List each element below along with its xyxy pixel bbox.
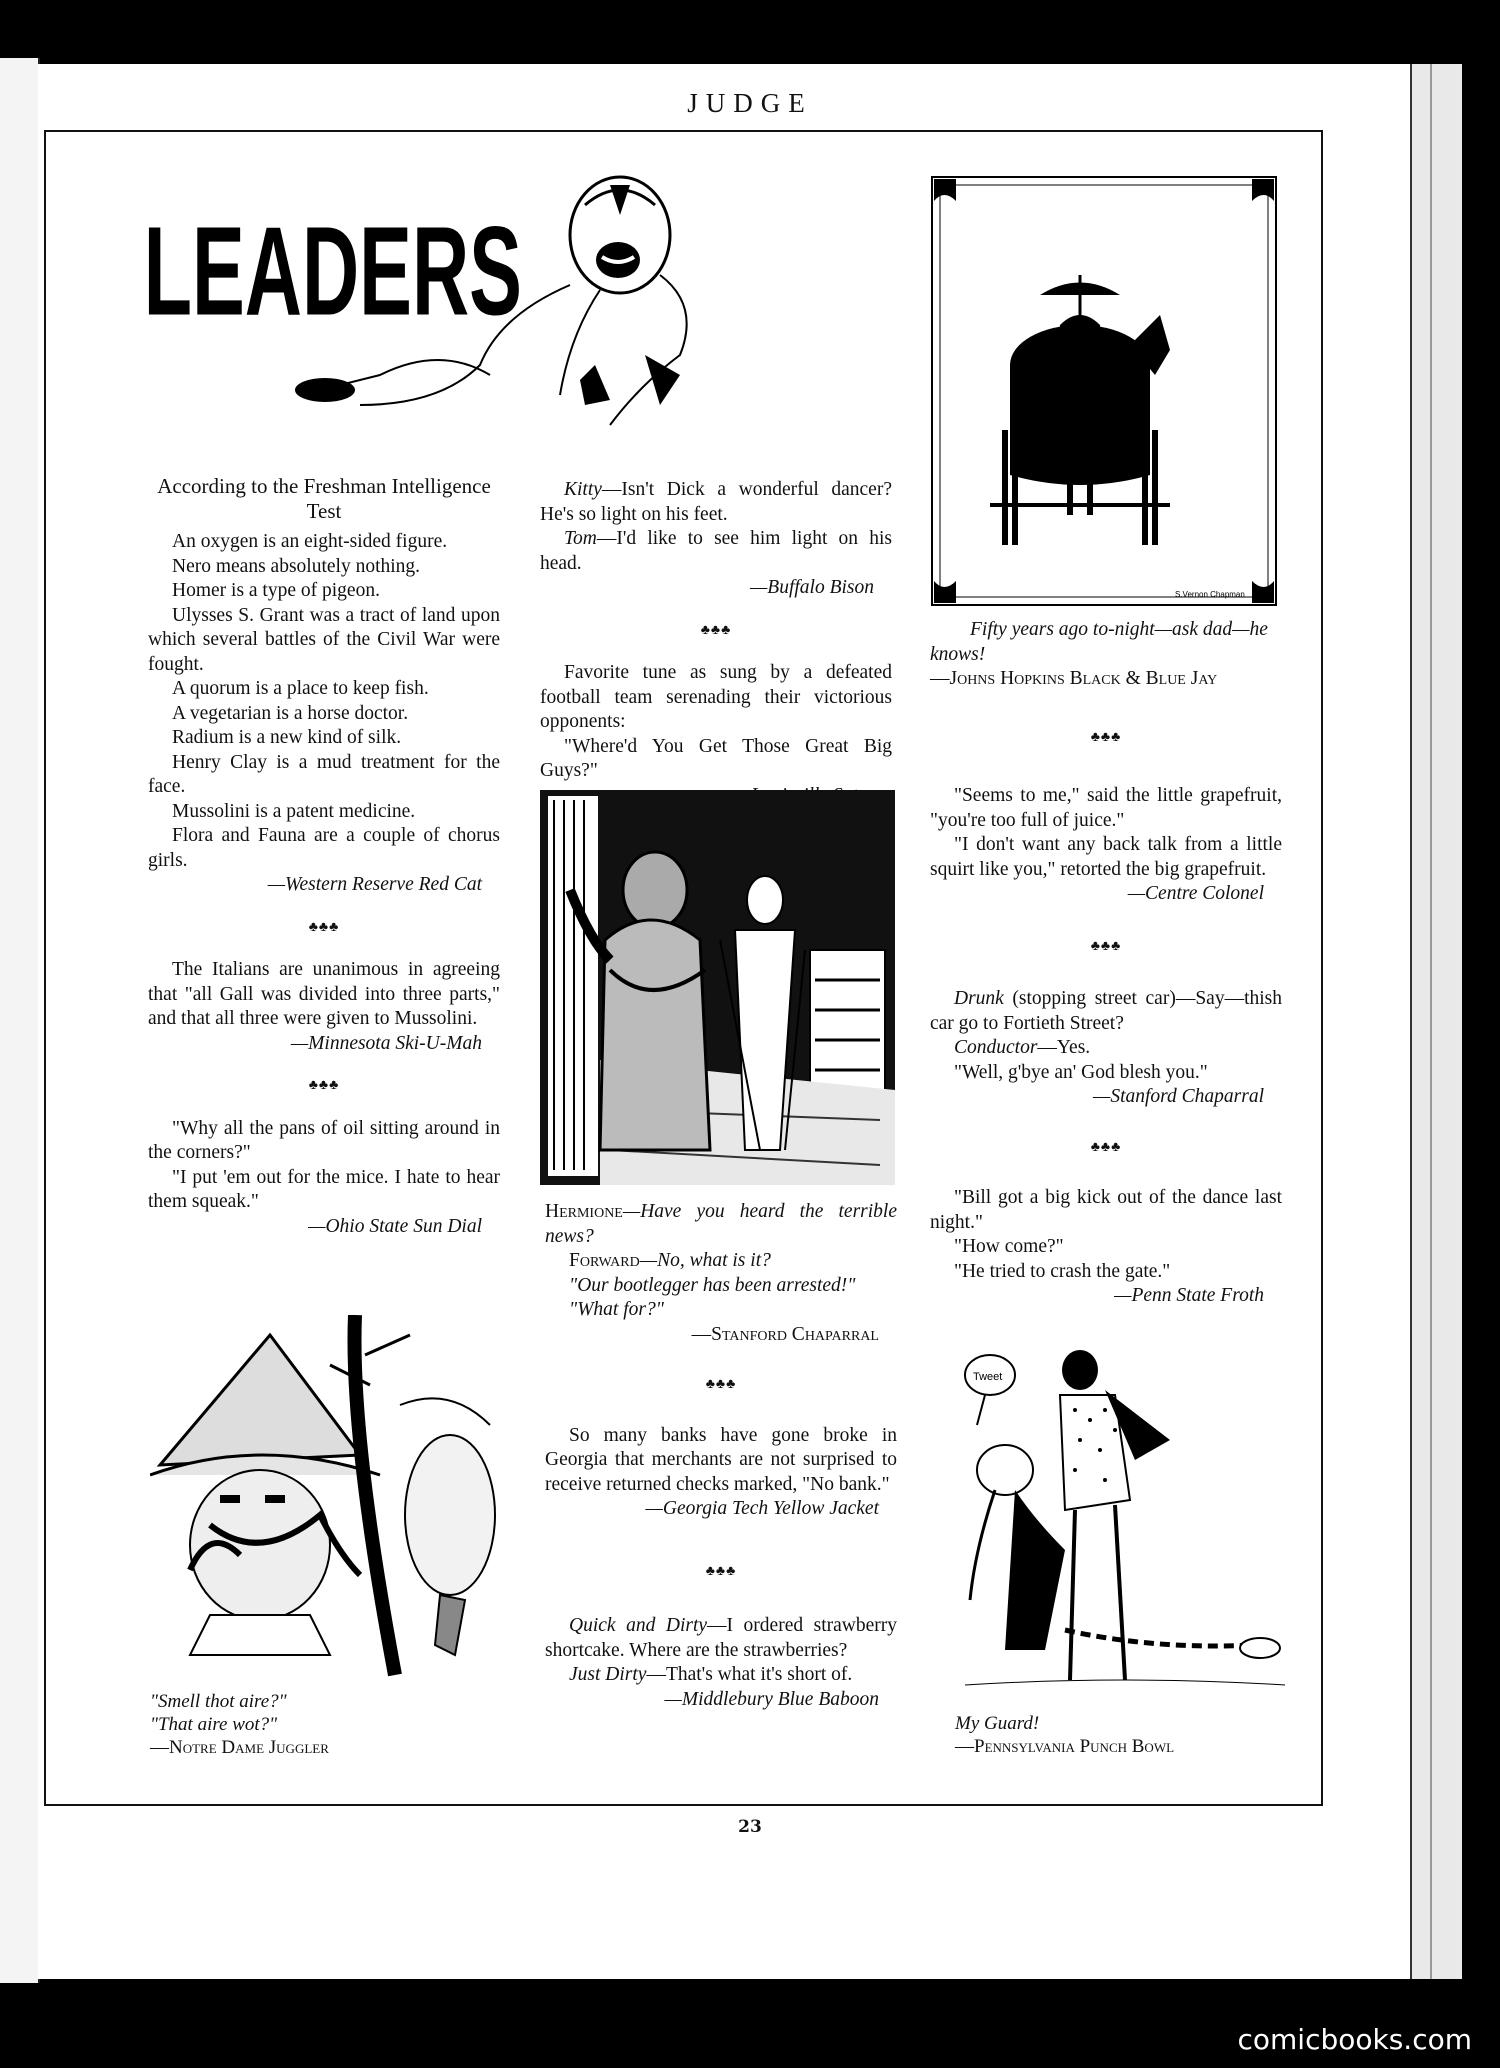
source-credit: —Georgia Tech Yellow Jacket (645, 1498, 879, 1519)
dialogue-line (545, 1200, 897, 1249)
caption-source: —Pennsylvania Punch Bowl (955, 1736, 1175, 1757)
separator-ornament: ♣♣♣ (705, 1563, 737, 1579)
source-credit: —Centre Colonel (1127, 883, 1264, 904)
dialogue-line (930, 987, 1282, 1036)
line-text: —That's what it's short of. (646, 1664, 853, 1685)
line-text: —No, what is it? (639, 1250, 771, 1271)
source-credit: —Ohio State Sun Dial (308, 1215, 482, 1237)
source-credit: —Penn State Froth (1114, 1285, 1264, 1306)
page-edge-right (1410, 64, 1462, 1979)
caption-line: "Smell thot aire?" (150, 1691, 287, 1712)
artist-signature: S.Vernon Chapman (1175, 590, 1245, 599)
dialogue-line (930, 1036, 1282, 1061)
facing-page-edge (0, 58, 40, 1983)
speaker: Just Dirty (569, 1664, 647, 1685)
dialogue-line (545, 1663, 897, 1688)
joke-text: "Seems to me," said the little grapefruit, "you're too full of juice." (930, 785, 1282, 831)
test-answer: Henry Clay is a mud treatment for the face. (148, 751, 500, 797)
separator-ornament: ♣♣♣ (1090, 1139, 1122, 1155)
joke-text: "Bill got a big kick out of the dance last night." (930, 1187, 1282, 1233)
test-answer: A quorum is a place to keep fish. (172, 678, 429, 699)
joke-text: Favorite tune as sung by a defeated football team serenading their victorious opponents: (540, 662, 892, 732)
joke-text: "I put 'em out for the mice. I hate to hear them squeak." (148, 1166, 500, 1212)
joke-text: "He tried to crash the gate." (954, 1260, 1171, 1282)
masthead: JUDGE (687, 88, 813, 118)
separator-ornament: ♣♣♣ (308, 919, 340, 935)
speaker: Conductor (954, 1037, 1038, 1058)
separator-ornament: ♣♣♣ (700, 622, 732, 638)
joke-text: "How come?" (954, 1236, 1064, 1257)
speaker: Drunk (954, 988, 1004, 1009)
speaker: Forward (569, 1250, 640, 1271)
hermione-illustration (540, 790, 895, 1185)
leaders-title-art (140, 165, 740, 435)
dialogue-line: "Well, g'bye an' God blesh you." (954, 1061, 1208, 1083)
dialogue-line: "Our bootlegger has been arrested!" (569, 1274, 856, 1296)
joke-text: The Italians are unanimous in agreeing that "all Gall was divided into three parts," and that all three were given to Mussolini. (148, 959, 500, 1029)
source-credit: —Stanford Chaparral (691, 1323, 879, 1345)
speech-balloon-text: Tweet (973, 1371, 1003, 1383)
caption-line: "That aire wot?" (150, 1714, 278, 1735)
dialogue-line (545, 1614, 897, 1663)
carriage-silhouette-art (930, 175, 1278, 607)
page-number: 23 (738, 1817, 762, 1837)
line-text: (stopping street car)—Say—thish car go to Fortieth Street? (930, 988, 1282, 1034)
cartoon-1-caption (150, 1690, 510, 1759)
speaker: Kitty (564, 479, 602, 500)
source-credit: —Minnesota Ski-U-Mah (290, 1032, 482, 1054)
cartoon-3-caption (955, 1712, 1295, 1758)
caption-line: My Guard! (955, 1713, 1040, 1734)
dialogue-line (545, 1249, 897, 1274)
joke-text: "Where'd You Get Those Great Big Guys?" (540, 735, 892, 781)
column-2 (540, 478, 892, 808)
dialogue-line (540, 527, 892, 576)
joke-text: "Why all the pans of oil sitting around in the corners?" (148, 1117, 500, 1163)
test-answer: Nero means absolutely nothing. (172, 555, 421, 577)
test-answer: Ulysses S. Grant was a tract of land upon which several battles of the Civil War were fought. (148, 604, 500, 675)
test-answer: Homer is a type of pigeon. (172, 580, 380, 601)
column-2-lower (545, 1200, 897, 1712)
column-3 (930, 618, 1282, 1309)
line-text: —I ordered strawberry shortcake. Where are the strawberries? (545, 1615, 897, 1661)
test-answer: Mussolini is a patent medicine. (172, 800, 416, 822)
test-answer: Radium is a new kind of silk. (172, 727, 402, 748)
spanking-cartoon (955, 1350, 1295, 1710)
leaders-title-text: LEADERS (143, 200, 522, 343)
line-text: —I'd like to see him light on his head. (540, 528, 892, 574)
speaker: Tom (564, 528, 597, 549)
source-credit: —Buffalo Bison (749, 577, 874, 598)
source-credit: —Stanford Chaparral (1092, 1086, 1264, 1107)
test-answer: An oxygen is an eight-sided figure. (172, 531, 448, 552)
test-answer: Flora and Fauna are a couple of chorus girls. (148, 825, 500, 871)
line-text: —Have you heard the terrible news? (545, 1201, 897, 1247)
joke-text: So many banks have gone broke in Georgia that merchants are not surprised to receive returned checks marked, "No bank." (545, 1424, 897, 1495)
source-credit: —Middlebury Blue Baboon (664, 1688, 879, 1710)
page-edge-line (1430, 64, 1432, 1979)
column-1-heading: According to the Freshman Intelligence Test (157, 474, 491, 523)
speaker: Quick and Dirty (569, 1615, 708, 1636)
separator-ornament: ♣♣♣ (1090, 729, 1122, 745)
separator-ornament: ♣♣♣ (705, 1377, 737, 1392)
joke-text: "I don't want any back talk from a little squirt like you," retorted the big grapefruit. (930, 834, 1282, 880)
caption-source: —Johns Hopkins Black & Blue Jay (930, 668, 1218, 689)
column-1 (148, 474, 500, 1239)
line-text: —Isn't Dick a wonderful dancer? He's so light on his feet. (540, 479, 892, 525)
caption-source: —Notre Dame Juggler (150, 1737, 329, 1758)
speaker: Hermione (545, 1201, 623, 1222)
source-credit: —Western Reserve Red Cat (267, 874, 482, 895)
line-text: —Yes. (1037, 1037, 1091, 1058)
site-watermark: comicbooks.com (1237, 2023, 1472, 2056)
mountaineer-cartoon (150, 1315, 510, 1680)
separator-ornament: ♣♣♣ (1090, 938, 1122, 954)
separator-ornament: ♣♣♣ (308, 1078, 340, 1093)
caption-line: Fifty years ago to-night—ask dad—he knows! (930, 619, 1268, 665)
test-answer: A vegetarian is a horse doctor. (172, 702, 409, 724)
dialogue-line (540, 478, 892, 527)
dialogue-line: "What for?" (569, 1299, 664, 1320)
